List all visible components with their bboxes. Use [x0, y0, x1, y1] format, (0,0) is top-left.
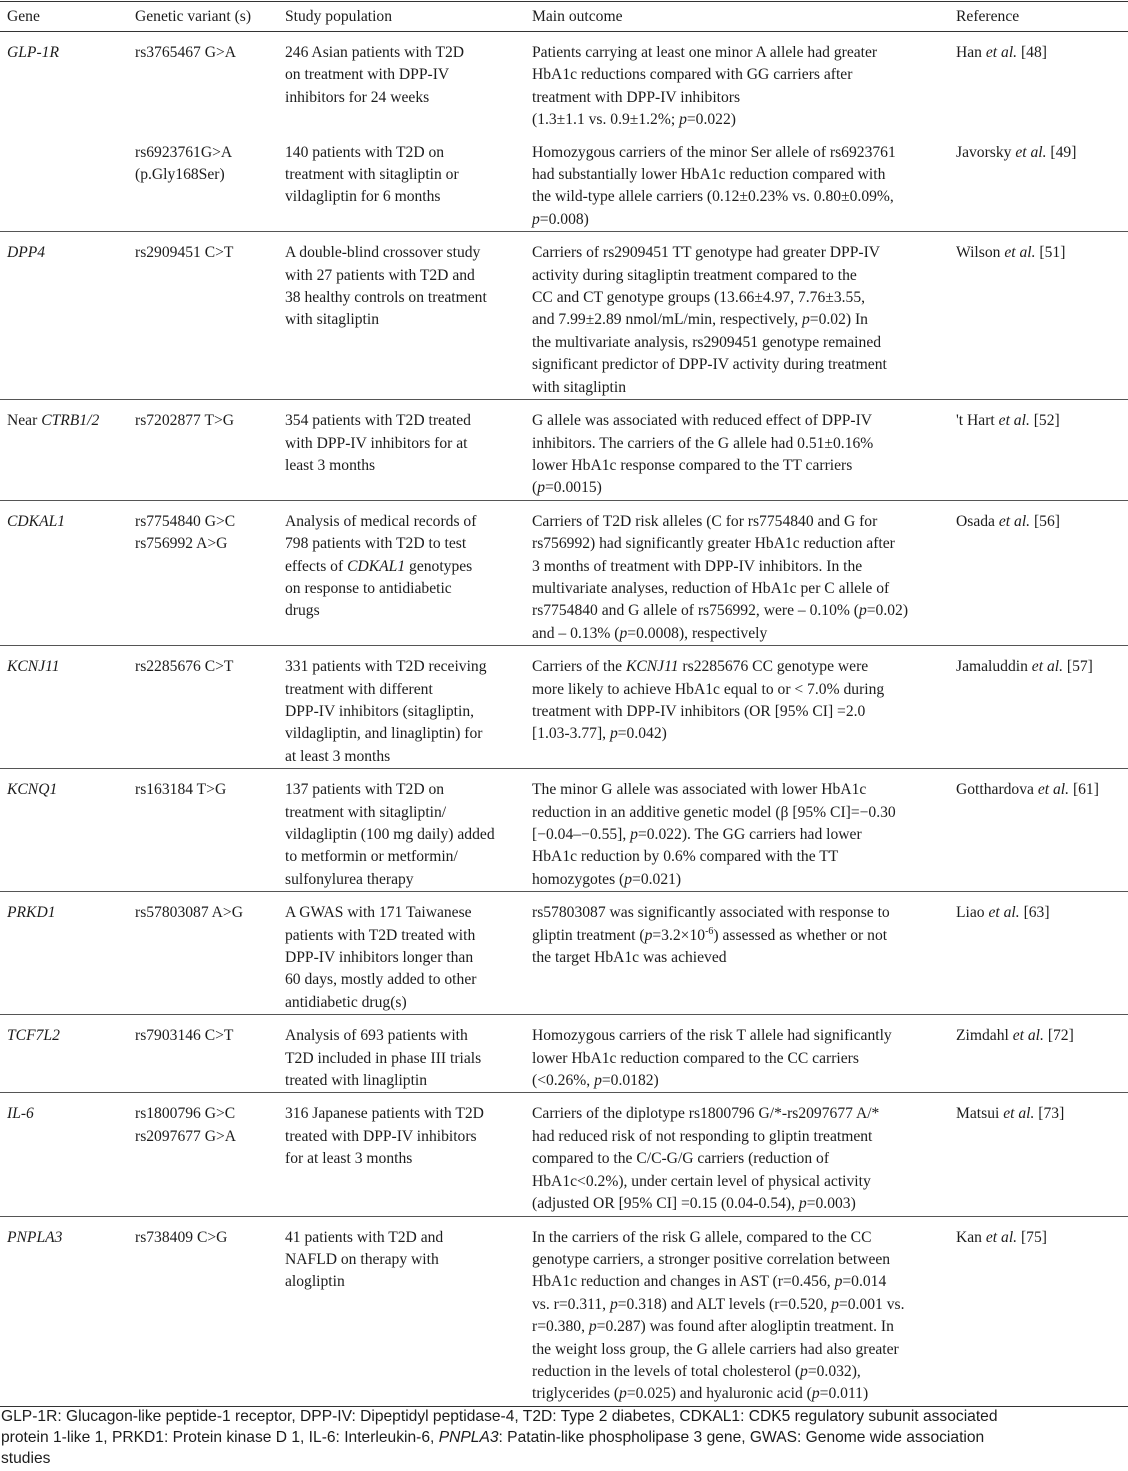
cell-main-outcome-line: vs. r=0.311, p=0.318) and ALT levels (r=0.520, p=0.001 vs.: [532, 1295, 905, 1313]
cell-reference-line: Osada et al. [56]: [956, 512, 1060, 530]
cell-study-population: [278, 1015, 525, 1093]
cell-main-outcome-line: HbA1c reduction and changes in AST (r=0.456, p=0.014: [532, 1273, 887, 1291]
cell-study-population-line: DPP-IV inhibitors (sitagliptin,: [285, 702, 475, 720]
table-row: [0, 1093, 1128, 1216]
cell-gene: [0, 232, 128, 400]
cell-main-outcome-line: HbA1c reduction by 0.6% compared with the TT: [532, 848, 839, 866]
cell-genetic-variant: [128, 769, 278, 892]
cell-genetic-variant-line: rs1800796 G>C: [135, 1105, 236, 1123]
cell-study-population-line: with DPP-IV inhibitors for at: [285, 434, 468, 452]
cell-study-population-line: 60 days, mostly added to other: [285, 971, 477, 989]
cell-reference-line: Wilson et al. [51]: [956, 244, 1066, 262]
cell-main-outcome-line: compared to the C/C-G/G carriers (reduction of: [532, 1150, 830, 1168]
cell-genetic-variant-line: rs3765467 G>A: [135, 44, 237, 61]
cell-main-outcome-line: had reduced risk of not responding to gliptin treatment: [532, 1127, 873, 1145]
cell-gene: [0, 1216, 128, 1406]
cell-reference: [949, 769, 1128, 892]
table-row: [0, 646, 1128, 769]
gene-symbol: KCNJ11: [7, 658, 60, 676]
cell-main-outcome: [525, 1093, 949, 1216]
cell-genetic-variant-line: rs163184 T>G: [135, 781, 227, 799]
cell-genetic-variant: [128, 132, 278, 232]
table-row: [0, 400, 1128, 501]
cell-study-population-line: effects of CDKAL1 genotypes: [285, 557, 473, 575]
header-reference: Reference: [956, 8, 1020, 25]
gene-symbol: GLP-1R: [7, 44, 59, 61]
cell-main-outcome-line: inhibitors. The carriers of the G allele had 0.51±0.16%: [532, 434, 874, 452]
cell-main-outcome-line: the target HbA1c was achieved: [532, 949, 727, 967]
table-header: [0, 2, 1128, 32]
cell-study-population-line: alogliptin: [285, 1273, 345, 1291]
cell-main-outcome: [525, 400, 949, 501]
cell-genetic-variant-line: rs756992 A>G: [135, 535, 228, 553]
table-row: [0, 1216, 1128, 1406]
cell-main-outcome-line: The minor G allele was associated with lower HbA1c: [532, 781, 867, 799]
header-genetic-variant: Genetic variant (s): [135, 8, 252, 25]
cell-main-outcome-line: (1.3±1.1 vs. 0.9±1.2%; p=0.022): [532, 111, 736, 129]
cell-study-population-line: inhibitors for 24 weeks: [285, 88, 430, 106]
table-row: [0, 769, 1128, 892]
cell-study-population: [278, 892, 525, 1015]
gene-symbol: PRKD1: [7, 904, 56, 922]
cell-study-population-line: with 27 patients with T2D and: [285, 266, 475, 284]
cell-study-population-line: 331 patients with T2D receiving: [285, 658, 487, 676]
header-main-outcome: Main outcome: [532, 8, 623, 25]
cell-main-outcome-line: significant predictor of DPP-IV activity during treatment: [532, 356, 887, 374]
cell-genetic-variant: [128, 500, 278, 645]
cell-gene: [0, 1093, 128, 1216]
table-row: [0, 132, 1128, 232]
cell-genetic-variant-line: rs2097677 G>A: [135, 1127, 237, 1145]
cell-study-population: [278, 132, 525, 232]
footnote-line: GLP-1R: Glucagon-like peptide-1 receptor, DPP-IV: Dipeptidyl peptidase-4, T2D: Type 2 diabetes, CDKAL1: CDK5 regulatory subunit associated: [1, 1408, 998, 1425]
cell-genetic-variant-line: rs2285676 C>T: [135, 658, 234, 676]
footnote-line: studies: [1, 1450, 51, 1467]
table-row: [0, 32, 1128, 132]
cell-main-outcome-line: with sitagliptin: [532, 378, 626, 396]
cell-genetic-variant-line: rs6923761G>A: [135, 143, 233, 161]
cell-reference-line: Javorsky et al. [49]: [956, 143, 1077, 161]
cell-genetic-variant-line: rs7754840 G>C: [135, 512, 236, 530]
cell-reference: [949, 32, 1128, 132]
cell-study-population-line: vildagliptin (100 mg daily) added: [285, 826, 495, 843]
cell-gene: [0, 32, 128, 132]
cell-gene: [0, 892, 128, 1015]
cell-main-outcome-line: multivariate analyses, reduction of HbA1c per C allele of: [532, 579, 890, 597]
cell-main-outcome-line: had substantially lower HbA1c reduction compared with: [532, 166, 886, 184]
cell-genetic-variant: [128, 32, 278, 132]
cell-study-population-line: A GWAS with 171 Taiwanese: [285, 904, 472, 922]
cell-genetic-variant: [128, 1015, 278, 1093]
cell-study-population-line: treatment with sitagliptin/: [285, 803, 447, 821]
cell-genetic-variant: [128, 1093, 278, 1216]
cell-main-outcome-line: (adjusted OR [95% CI] =0.15 (0.04-0.54), p=0.003): [532, 1195, 856, 1213]
cell-main-outcome-line: HbA1c<0.2%), under certain level of physical activity: [532, 1172, 871, 1190]
cell-reference: [949, 1093, 1128, 1216]
cell-main-outcome: [525, 32, 949, 132]
cell-study-population-line: with sitagliptin: [285, 311, 379, 329]
gene-symbol: TCF7L2: [7, 1027, 60, 1045]
cell-main-outcome-line: Carriers of the KCNJ11 rs2285676 CC genotype were: [532, 658, 869, 676]
cell-study-population-line: 798 patients with T2D to test: [285, 535, 467, 553]
cell-study-population-line: 140 patients with T2D on: [285, 143, 445, 161]
cell-gene: [0, 769, 128, 892]
cell-study-population-line: 246 Asian patients with T2D: [285, 44, 465, 61]
cell-study-population: [278, 769, 525, 892]
cell-reference: [949, 646, 1128, 769]
cell-study-population-line: Analysis of medical records of: [285, 512, 477, 530]
gene-symbol: KCNQ1: [7, 781, 58, 799]
cell-study-population-line: Analysis of 693 patients with: [285, 1027, 468, 1045]
cell-study-population-line: DPP-IV inhibitors longer than: [285, 949, 474, 967]
cell-study-population: [278, 646, 525, 769]
cell-main-outcome: [525, 646, 949, 769]
cell-study-population: [278, 1216, 525, 1406]
cell-main-outcome-line: genotype carriers, a stronger positive correlation between: [532, 1250, 891, 1268]
header-row: [0, 2, 1128, 32]
cell-reference-line: 't Hart et al. [52]: [956, 412, 1060, 430]
cell-reference: [949, 232, 1128, 400]
cell-main-outcome-line: Patients carrying at least one minor A allele had greater: [532, 44, 878, 61]
cell-study-population-line: 354 patients with T2D treated: [285, 412, 471, 430]
footnote-line: protein 1-like 1, PRKD1: Protein kinase D 1, IL-6: Interleukin-6, PNPLA3: Patatin-like phospholipase 3 gene, GWAS: Genome wide association: [1, 1429, 985, 1446]
cell-genetic-variant: [128, 232, 278, 400]
gene-symbol: IL-6: [7, 1105, 34, 1123]
cell-study-population-line: vildagliptin for 6 months: [285, 188, 441, 206]
cell-gene: [0, 1015, 128, 1093]
cell-main-outcome-line: gliptin treatment $(p=3.2\times 10^{-6})$ assessed as whether or not: [532, 925, 888, 944]
cell-main-outcome-line: (p=0.0015): [532, 479, 602, 497]
cell-genetic-variant: [128, 400, 278, 501]
cell-study-population: [278, 500, 525, 645]
cell-main-outcome-line: G allele was associated with reduced effect of DPP-IV: [532, 412, 873, 430]
gene-symbol: CDKAL1: [7, 512, 66, 530]
cell-main-outcome-line: Homozygous carriers of the minor Ser allele of rs6923761: [532, 143, 896, 161]
cell-genetic-variant-line: rs738409 C>G: [135, 1228, 228, 1246]
cell-main-outcome-line: activity during sitagliptin treatment compared to the: [532, 266, 857, 284]
cell-study-population: [278, 400, 525, 501]
header-gene: Gene: [7, 8, 40, 25]
table-row: [0, 1015, 1128, 1093]
cell-reference: [949, 1015, 1128, 1093]
cell-reference-line: Gotthardova et al. [61]: [956, 781, 1099, 799]
cell-main-outcome: [525, 769, 949, 892]
cell-study-population-line: for at least 3 months: [285, 1150, 413, 1168]
cell-study-population-line: to metformin or metformin/: [285, 848, 458, 866]
cell-main-outcome: [525, 500, 949, 645]
cell-main-outcome-line: the multivariate analysis, rs2909451 genotype remained: [532, 333, 882, 351]
cell-gene: [0, 500, 128, 645]
cell-main-outcome: [525, 132, 949, 232]
header-study-population: Study population: [285, 8, 392, 25]
cell-genetic-variant: [128, 892, 278, 1015]
cell-main-outcome-line: 3 months of treatment with DPP-IV inhibitors. In the: [532, 557, 863, 575]
cell-study-population: [278, 232, 525, 400]
cell-main-outcome-line: treatment with DPP-IV inhibitors: [532, 88, 741, 106]
cell-main-outcome-line: lower HbA1c response compared to the TT carriers: [532, 456, 853, 474]
cell-reference-line: Han et al. [48]: [956, 44, 1047, 61]
cell-main-outcome-line: more likely to achieve HbA1c equal to or < 7.0% during: [532, 680, 885, 698]
cell-main-outcome-line: reduction in the levels of total cholesterol (p=0.032),: [532, 1362, 861, 1380]
cell-study-population-line: on treatment with DPP-IV: [285, 66, 450, 84]
pharmacogenetics-table: [0, 1, 1128, 1407]
cell-study-population-line: on response to antidiabetic: [285, 579, 452, 597]
cell-study-population: [278, 32, 525, 132]
cell-main-outcome-line: In the carriers of the risk G allele, compared to the CC: [532, 1228, 872, 1246]
cell-gene: [0, 646, 128, 769]
cell-genetic-variant-line: (p.Gly168Ser): [135, 166, 225, 184]
cell-main-outcome-line: (<0.26%, p=0.0182): [532, 1072, 659, 1090]
cell-main-outcome-line: Carriers of T2D risk alleles (C for rs7754840 and G for: [532, 512, 878, 530]
cell-genetic-variant: [128, 646, 278, 769]
cell-main-outcome-line: p=0.008): [532, 210, 589, 228]
table-row: [0, 500, 1128, 645]
cell-study-population-line: 137 patients with T2D on: [285, 781, 445, 799]
cell-main-outcome: [525, 1015, 949, 1093]
cell-reference: [949, 892, 1128, 1015]
cell-genetic-variant-line: rs7903146 C>T: [135, 1027, 234, 1045]
cell-main-outcome-line: triglycerides (p=0.025) and hyaluronic acid (p=0.011): [532, 1385, 869, 1403]
table-body: [0, 32, 1128, 1407]
cell-study-population-line: treated with DPP-IV inhibitors: [285, 1127, 477, 1145]
cell-main-outcome-line: reduction in an additive genetic model (β [95% CI]=−0.30: [532, 803, 896, 821]
cell-main-outcome-line: rs7754840 and G allele of rs756992, were – 0.10% (p=0.02): [532, 602, 909, 620]
cell-study-population-line: treated with linagliptin: [285, 1072, 428, 1090]
cell-reference-line: Jamaluddin et al. [57]: [956, 658, 1093, 676]
cell-reference-line: Kan et al. [75]: [956, 1228, 1047, 1246]
cell-genetic-variant-line: rs7202877 T>G: [135, 412, 235, 430]
cell-study-population-line: 316 Japanese patients with T2D: [285, 1105, 484, 1123]
gene-symbol: Near CTRB1/2: [7, 412, 100, 430]
cell-main-outcome-line: the wild-type allele carriers (0.12±0.23% vs. 0.80±0.09%,: [532, 188, 894, 206]
cell-genetic-variant-line: rs57803087 A>G: [135, 904, 243, 922]
cell-main-outcome-line: rs57803087 was significantly associated with response to: [532, 904, 890, 922]
cell-reference-line: Liao et al. [63]: [956, 904, 1050, 922]
cell-main-outcome-line: and 7.99±2.89 nmol/mL/min, respectively, p=0.02) In: [532, 311, 868, 329]
cell-study-population-line: vildagliptin, and linagliptin) for: [285, 725, 483, 743]
cell-main-outcome-line: Homozygous carriers of the risk T allele had significantly: [532, 1027, 892, 1045]
cell-main-outcome-line: r=0.380, p=0.287) was found after alogliptin treatment. In: [532, 1318, 894, 1336]
cell-reference: [949, 400, 1128, 501]
cell-study-population-line: A double-blind crossover study: [285, 244, 481, 262]
cell-main-outcome-line: [−0.04–−0.55], p=0.022). The GG carriers had lower: [532, 826, 862, 843]
cell-main-outcome-line: rs756992) had significantly greater HbA1c reduction after: [532, 535, 895, 553]
cell-study-population-line: drugs: [285, 602, 320, 620]
cell-study-population: [278, 1093, 525, 1216]
table-row: [0, 892, 1128, 1015]
cell-study-population-line: 41 patients with T2D and: [285, 1228, 444, 1246]
gene-symbol: DPP4: [7, 244, 46, 262]
cell-study-population-line: T2D included in phase III trials: [285, 1049, 482, 1067]
gene-symbol: PNPLA3: [7, 1228, 63, 1246]
cell-reference-line: Zimdahl et al. [72]: [956, 1027, 1074, 1045]
cell-main-outcome: [525, 1216, 949, 1406]
cell-study-population-line: antidiabetic drug(s): [285, 993, 407, 1011]
cell-genetic-variant: [128, 1216, 278, 1406]
table-row: [0, 232, 1128, 400]
cell-study-population-line: patients with T2D treated with: [285, 926, 476, 944]
cell-gene: [0, 132, 128, 232]
cell-main-outcome: [525, 892, 949, 1015]
cell-reference-line: Matsui et al. [73]: [956, 1105, 1065, 1123]
cell-main-outcome-line: HbA1c reductions compared with GG carriers after: [532, 66, 853, 84]
cell-main-outcome-line: lower HbA1c reduction compared to the CC carriers: [532, 1049, 859, 1067]
cell-main-outcome-line: homozygotes (p=0.021): [532, 870, 682, 888]
cell-main-outcome-line: and – 0.13% (p=0.0008), respectively: [532, 624, 768, 642]
cell-study-population-line: NAFLD on therapy with: [285, 1250, 439, 1268]
cell-reference: [949, 500, 1128, 645]
cell-main-outcome-line: the weight loss group, the G allele carriers had also greater: [532, 1340, 899, 1358]
cell-main-outcome-line: Carriers of the diplotype rs1800796 G/*-rs2097677 A/*: [532, 1105, 880, 1123]
cell-main-outcome-line: Carriers of rs2909451 TT genotype had greater DPP-IV: [532, 244, 881, 262]
cell-gene: [0, 400, 128, 501]
cell-study-population-line: treatment with different: [285, 680, 433, 698]
cell-main-outcome-line: [1.03-3.77], p=0.042): [532, 725, 667, 743]
cell-study-population-line: least 3 months: [285, 456, 376, 474]
cell-main-outcome: [525, 232, 949, 400]
cell-reference: [949, 1216, 1128, 1406]
cell-main-outcome-line: treatment with DPP-IV inhibitors (OR [95% CI] =2.0: [532, 702, 866, 720]
cell-reference: [949, 132, 1128, 232]
cell-study-population-line: at least 3 months: [285, 747, 391, 765]
cell-study-population-line: treatment with sitagliptin or: [285, 166, 459, 184]
cell-main-outcome-line: CC and CT genotype groups (13.66±4.97, 7.76±3.55,: [532, 289, 866, 307]
cell-genetic-variant-line: rs2909451 C>T: [135, 244, 234, 262]
cell-study-population-line: sulfonylurea therapy: [285, 870, 414, 888]
cell-study-population-line: 38 healthy controls on treatment: [285, 289, 487, 307]
table-footnote: [1, 1406, 1121, 1469]
